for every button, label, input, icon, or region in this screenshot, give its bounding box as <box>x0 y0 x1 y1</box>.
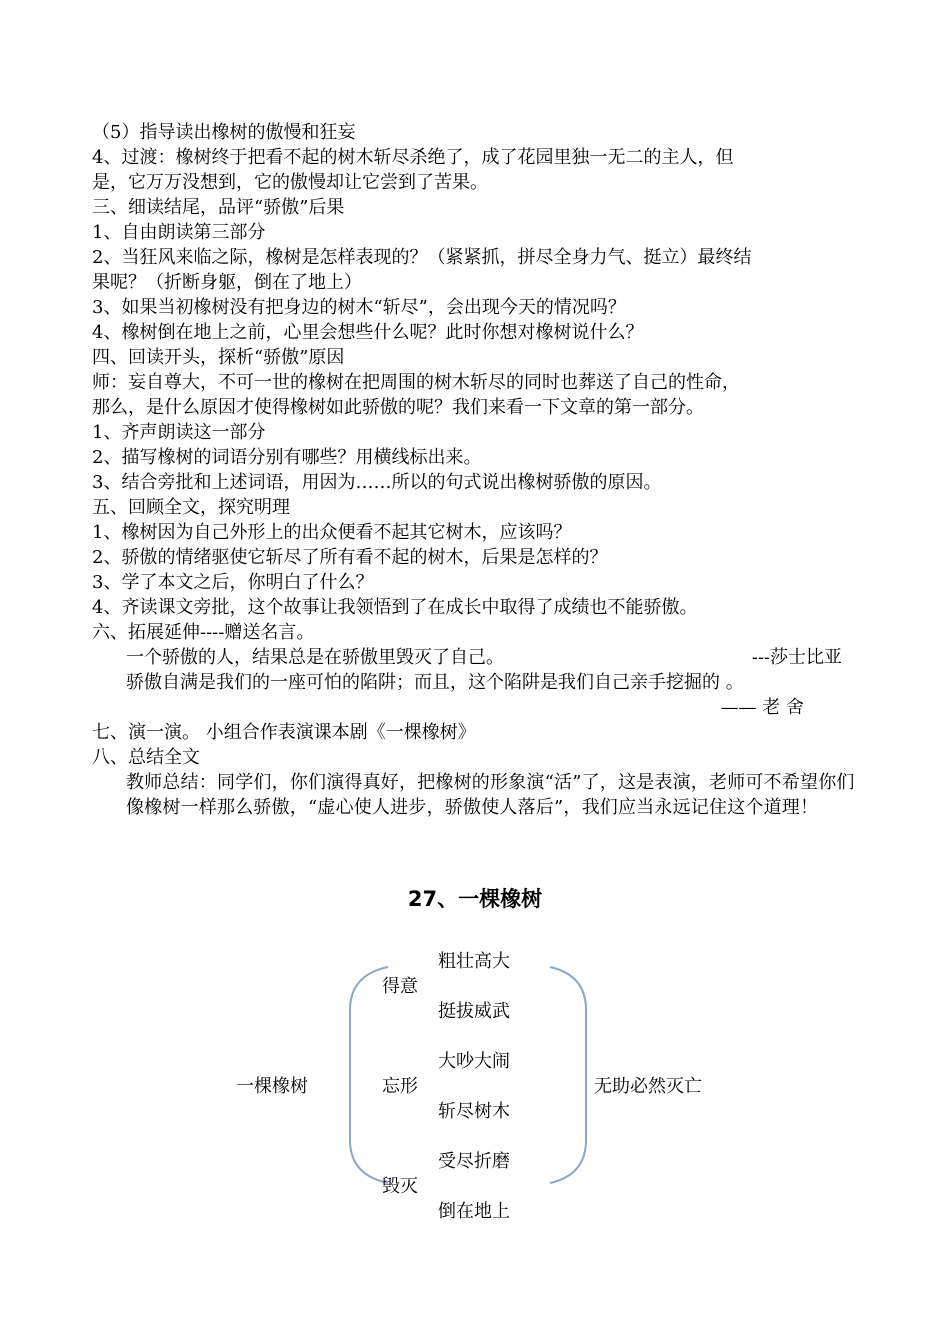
text-line: 1、自由朗读第三部分 <box>92 222 266 243</box>
text-line: 4、橡树倒在地上之前，心里会想些什么呢？此时你想对橡树说什么？ <box>92 322 644 343</box>
text-line: 2、骄傲的情绪驱使它斩尽了所有看不起的树木，后果是怎样的？ <box>92 547 608 568</box>
quote-text: 一个骄傲的人，结果总是在骄傲里毁灭了自己。 <box>126 647 504 668</box>
section-heading: 七、演一演。 小组合作表演课本剧《一棵橡树》 <box>92 722 476 743</box>
section-heading: 八、总结全文 <box>92 747 200 768</box>
text-line: 4、齐读课文旁批，这个故事让我领悟到了在成长中取得了成绩也不能骄傲。 <box>92 597 698 618</box>
section-heading: 四、回读开头，探析“骄傲”原因 <box>92 347 345 368</box>
board-group-label: 得意 <box>382 976 418 997</box>
teacher-summary: 教师总结：同学们，你们演得真好，把橡树的形象演“活”了，这是表演，老师可不希望你们像橡树一样那么骄傲，“虚心使人进步，骄傲使人落后”，我们应当永远记住这个道理！ <box>126 772 855 818</box>
right-bracket <box>550 967 586 1183</box>
quote-text: 骄傲自满是我们的一座可怕的陷阱；而且，这个陷阱是我们自己亲手挖掘的 。 <box>126 672 744 693</box>
board-group-label: 忘形 <box>382 1076 418 1097</box>
quote-author: ---莎士比亚 <box>751 647 842 668</box>
text-line: 3、学了本文之后，你明白了什么？ <box>92 572 374 593</box>
text-line: 1、橡树因为自己外形上的出众便看不起其它树木，应该吗？ <box>92 522 572 543</box>
text-line: （5）指导读出橡树的傲慢和狂妄 <box>92 122 356 143</box>
board-right-label: 无助必然灭亡 <box>594 1076 702 1097</box>
quote-author: —— 老 舍 <box>720 697 804 718</box>
text-line: 4、过渡：橡树终于把看不起的树木斩尽杀绝了，成了花园里独一无二的主人，但 <box>92 147 734 168</box>
board-item: 挺拔威武 <box>438 1001 510 1022</box>
section-heading: 五、回顾全文，探究明理 <box>92 497 290 518</box>
board-item: 倒在地上 <box>438 1201 510 1222</box>
text-line: 3、结合旁批和上述词语，用因为……所以的句式说出橡树骄傲的原因。 <box>92 472 662 493</box>
board-item: 大吵大闹 <box>438 1051 510 1072</box>
board-item: 受尽折磨 <box>438 1151 510 1172</box>
board-title: 27、一棵橡树 <box>407 887 543 911</box>
text-line: 1、齐声朗读这一部分 <box>92 422 266 443</box>
board-left-label: 一棵橡树 <box>236 1076 308 1097</box>
text-line: 3、如果当初橡树没有把身边的树木“斩尽”，会出现今天的情况吗？ <box>92 297 626 318</box>
text-line: 2、描写橡树的词语分别有哪些？用横线标出来。 <box>92 447 482 468</box>
section-heading: 六、拓展延伸----赠送名言。 <box>92 622 315 643</box>
board-group-label: 毁灭 <box>382 1176 418 1197</box>
text-line: 那么，是什么原因才使得橡树如此骄傲的呢？我们来看一下文章的第一部分。 <box>92 397 704 418</box>
board-item: 粗壮高大 <box>438 951 510 972</box>
text-line: 2、当狂风来临之际，橡树是怎样表现的？（紧紧抓，拼尽全身力气、挺立）最终结 <box>92 247 752 268</box>
text-line: 果呢？（折断身躯，倒在了地上） <box>92 272 362 293</box>
text-line: 是，它万万没想到，它的傲慢却让它尝到了苦果。 <box>92 172 488 193</box>
text-line: 师：妄自尊大，不可一世的橡树在把周围的树木斩尽的同时也葬送了自己的性命， <box>92 372 740 393</box>
board-item: 斩尽树木 <box>438 1101 510 1122</box>
section-heading: 三、细读结尾，品评“骄傲”后果 <box>92 197 345 218</box>
